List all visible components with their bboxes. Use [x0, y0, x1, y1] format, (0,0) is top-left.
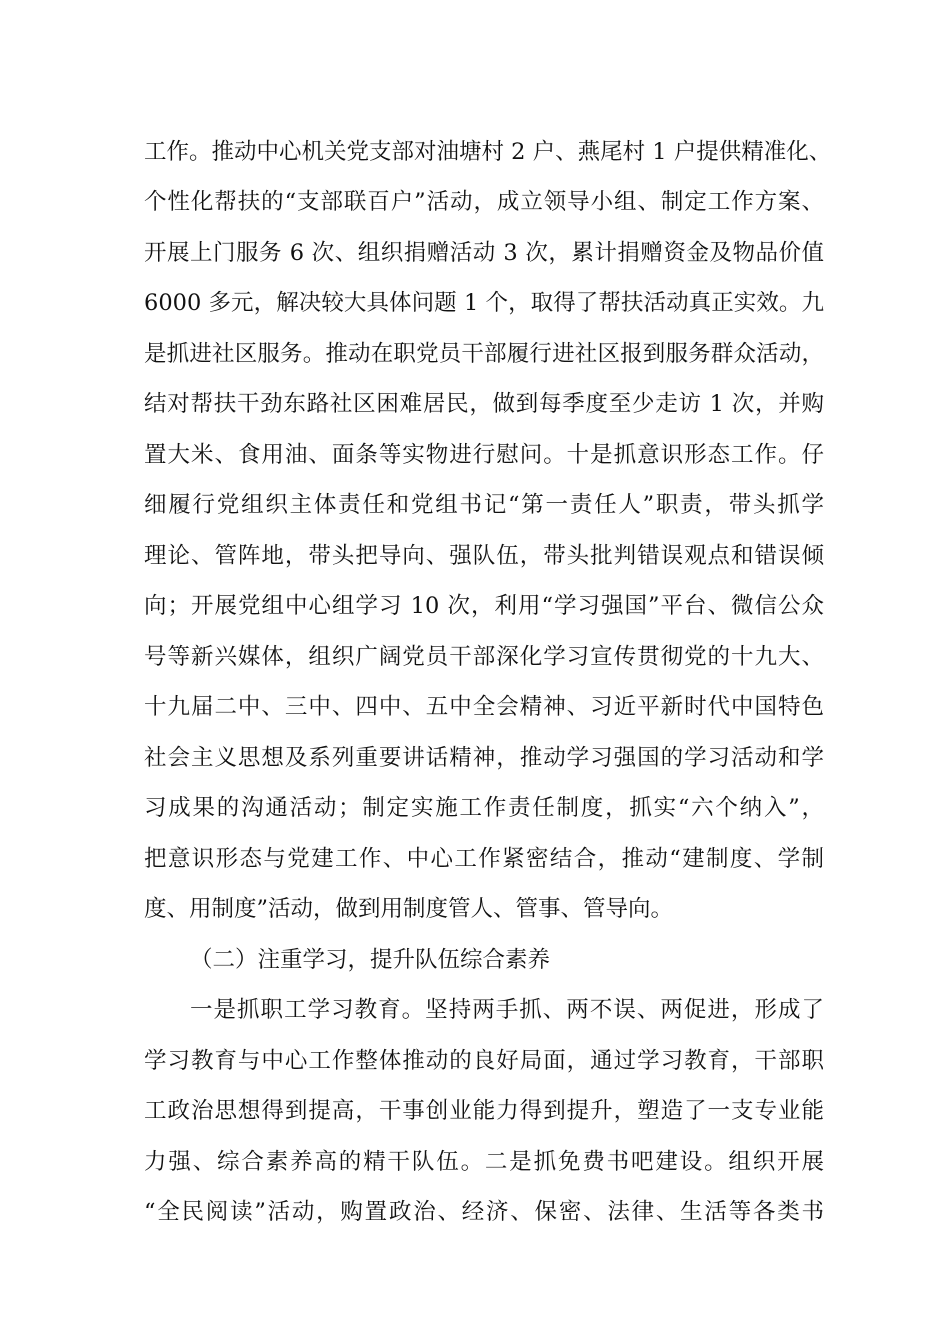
paragraph-1-line-9: 理论、管阵地，带头把导向、强队伍，带头批判错误观点和错误倾 [144, 543, 824, 569]
paragraph-1-line-3: 开展上门服务 6 次、组织捐赠活动 3 次，累计捐赠资金及物品价值 [144, 240, 824, 266]
paragraph-1-line-4: 6000 多元，解决较大具体问题 1 个，取得了帮扶活动真正实效。九 [144, 290, 824, 316]
paragraph-1-line-12: 十九届二中、三中、四中、五中全会精神、习近平新时代中国特色 [144, 694, 824, 720]
paragraph-1-line-8: 细履行党组织主体责任和党组书记“第一责任人”职责，带头抓学 [144, 492, 824, 518]
paragraph-2-line-4: 力强、综合素养高的精干队伍。二是抓免费书吧建设。组织开展 [144, 1149, 824, 1175]
section-heading: （二）注重学习，提升队伍综合素养 [190, 947, 551, 973]
paragraph-1-line-2: 个性化帮扶的“支部联百户”活动，成立领导小组、制定工作方案、 [144, 189, 824, 215]
paragraph-1-line-6: 结对帮扶干劲东路社区困难居民，做到每季度至少走访 1 次，并购 [144, 391, 824, 417]
paragraph-2-line-1: 一是抓职工学习教育。坚持两手抓、两不误、两促进，形成了 [190, 997, 824, 1023]
paragraph-1-line-16: 度、用制度”活动，做到用制度管人、管事、管导向。 [144, 896, 674, 922]
paragraph-1-line-14: 习成果的沟通活动；制定实施工作责任制度，抓实“六个纳入”， [144, 795, 824, 821]
paragraph-2-line-3: 工政治思想得到提高，干事创业能力得到提升，塑造了一支专业能 [144, 1098, 824, 1124]
paragraph-1-line-7: 置大米、食用油、面条等实物进行慰问。十是抓意识形态工作。仔 [144, 442, 824, 468]
paragraph-2-line-2: 学习教育与中心工作整体推动的良好局面，通过学习教育，干部职 [144, 1048, 824, 1074]
paragraph-1-line-10: 向；开展党组中心组学习 10 次，利用“学习强国”平台、微信公众 [144, 593, 824, 619]
paragraph-1-line-1: 工作。推动中心机关党支部对油塘村 2 户、燕尾村 1 户提供精准化、 [144, 139, 832, 165]
paragraph-1-line-11: 号等新兴媒体，组织广阔党员干部深化学习宣传贯彻党的十九大、 [144, 644, 824, 670]
paragraph-1-line-15: 把意识形态与党建工作、中心工作紧密结合，推动“建制度、学制 [144, 846, 824, 872]
paragraph-1-line-5: 是抓进社区服务。推动在职党员干部履行进社区报到服务群众活动， [144, 341, 824, 367]
paragraph-2-line-5: “全民阅读”活动，购置政治、经济、保密、法律、生活等各类书 [144, 1199, 824, 1225]
paragraph-1-line-13: 社会主义思想及系列重要讲话精神，推动学习强国的学习活动和学 [144, 745, 824, 771]
